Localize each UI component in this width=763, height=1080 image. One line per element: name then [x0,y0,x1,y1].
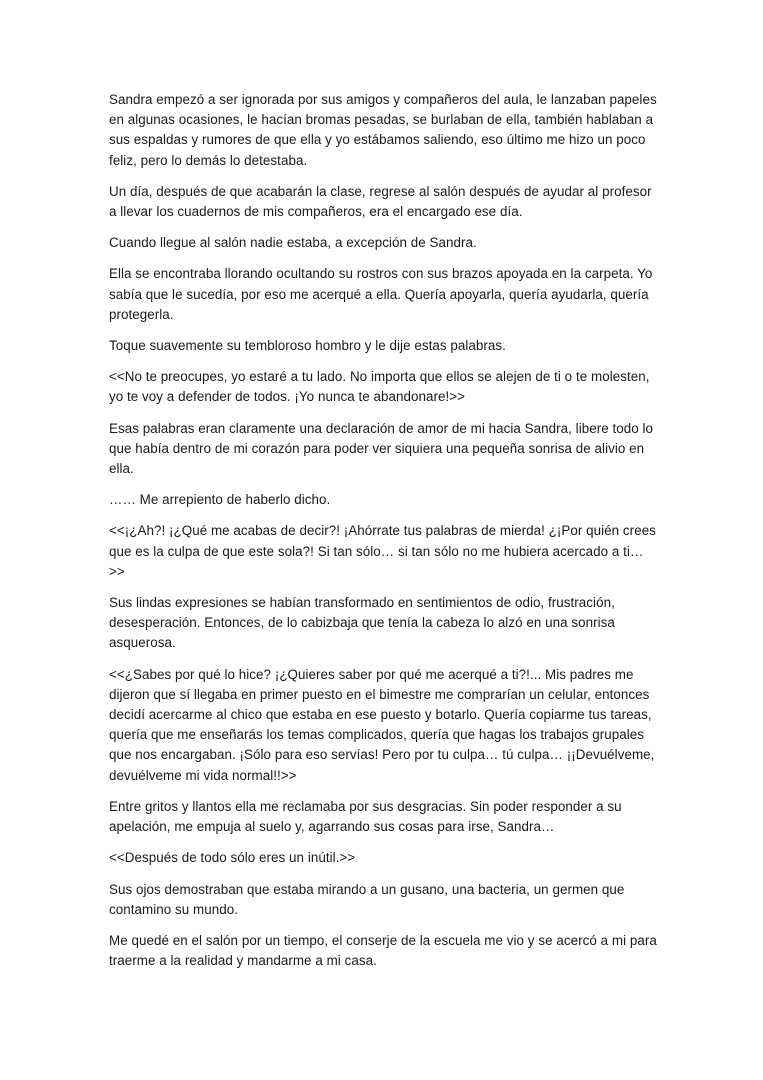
paragraph-9: <<¡¿Ah?! ¡¿Qué me acabas de decir?! ¡Ahórrate tus palabras de mierda! ¿¡Por quién crees que es la culpa de que este sola?! Si tan sólo… si tan sólo no me hubiera acercado a ti…>> [109,523,656,579]
paragraph-13: <<Después de todo sólo eres un inútil.>> [109,850,356,866]
paragraph-8: …… Me arrepiento de haberlo dicho. [109,492,331,508]
paragraph-7: Esas palabras eran claramente una declaración de amor de mi hacia Sandra, libere todo lo que había dentro de mi corazón para poder ver siquiera una pequeña sonrisa de alivio en ella. [109,420,654,477]
paragraph-14: Sus ojos demostraban que estaba mirando a un gusano, una bacteria, un germen que contamino su mundo. [109,881,625,917]
paragraph-12: Entre gritos y llantos ella me reclamaba por sus desgracias. Sin poder responder a su apelación, me empuja al suelo y, agarrando sus cosas para irse, Sandra… [109,798,622,835]
paragraph-6: <<No te preocupes, yo estaré a tu lado. No importa que ellos se alejen de ti o te molesten, yo te voy a defender de todos. ¡Yo nunca te abandonare!>> [109,369,650,405]
paragraph-10: Sus lindas expresiones se habían transformado en sentimientos de odio, frustración, desesperación. Entonces, de lo cabizbaja que tenía la cabeza lo alzó en una sonrisa asquerosa. [109,595,615,651]
document-page [109,90,657,982]
paragraph-5: Toque suavemente su tembloroso hombro y le dije estas palabras. [109,338,506,354]
paragraph-4: Ella se encontraba llorando ocultando su rostros con sus brazos apoyada en la carpeta. Yo sabía que le sucedía, por eso me acerqué a ella. Quería apoyarla, quería ayudarla, quería protegerla. [109,266,653,322]
paragraph-11: <<¿Sabes por qué lo hice? ¡¿Quieres saber por qué me acerqué a ti?!... Mis padres me dijeron que sí llegaba en primer puesto en el bimestre me comprarían un celular, entonces decidí acercarme al chico que estaba en ese puesto y botarlo. Quería copiarme tus tareas, quería que me enseñarás los temas complicados, quería que hagas los trabajos grupales que nos encargaban. ¡Sólo para eso servías! Pero por tu culpa… tú culpa… ¡¡Devuélveme, devuélveme mi vida normal!!>> [109,666,655,783]
paragraph-15: Me quedé en el salón por un tiempo, el conserje de la escuela me vio y se acercó a mi para traerme a la realidad y mandarme a mi casa. [109,932,657,969]
paragraph-1: Sandra empezó a ser ignorada por sus amigos y compañeros del aula, le lanzaban papeles en algunas ocasiones, le hacían bromas pesadas, se burlaban de ella, también hablaban a sus espaldas y rumores de que ella y yo estábamos saliendo, eso último me hizo un poco feliz, pero lo demás lo detestaba. [109,92,657,168]
paragraph-3: Cuando llegue al salón nadie estaba, a excepción de Sandra. [109,235,477,251]
paragraph-2: Un día, después de que acabarán la clase, regrese al salón después de ayudar al profesor a llevar los cuadernos de mis compañeros, era el encargado ese día. [109,183,652,220]
